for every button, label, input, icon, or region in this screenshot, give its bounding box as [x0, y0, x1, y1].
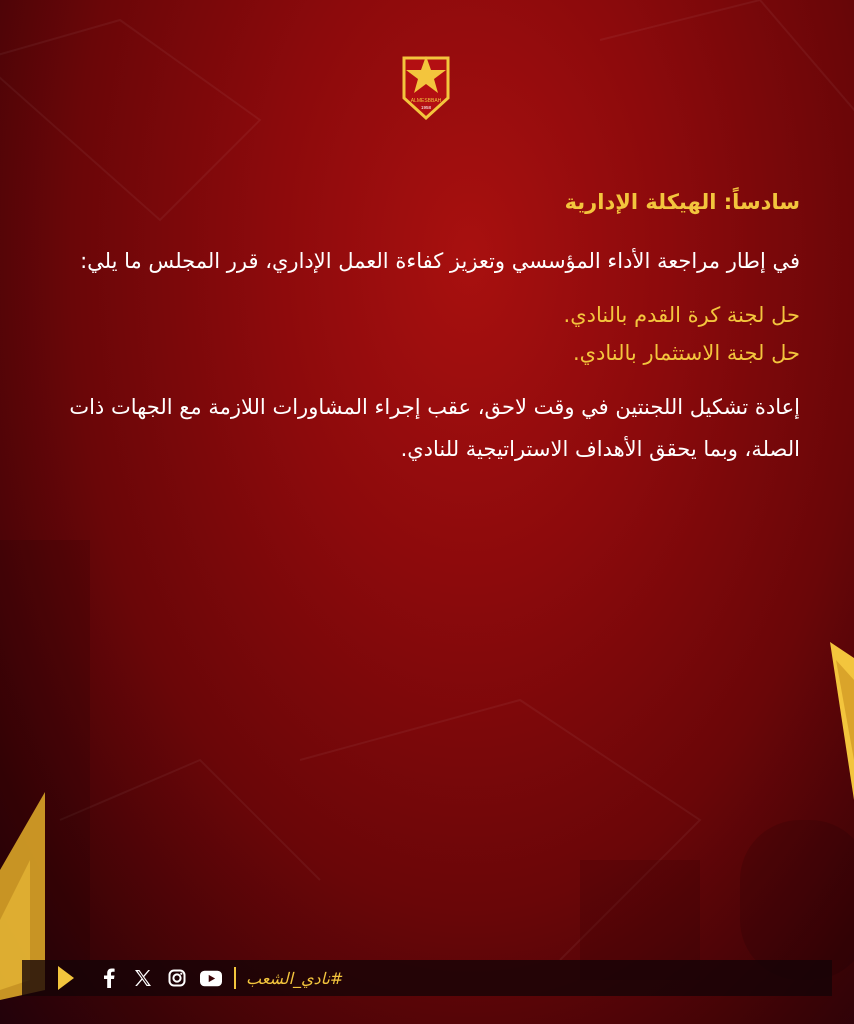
intro-paragraph: في إطار مراجعة الأداء المؤسسي وتعزيز كفاءة العمل الإداري، قرر المجلس ما يلي: [80, 249, 800, 273]
x-icon[interactable] [132, 967, 154, 989]
closing-paragraph: إعادة تشكيل اللجنتين في وقت لاحق، عقب إجراء المشاورات اللازمة مع الجهات ذات الصلة، وبما يحقق الأهداف الاستراتيجية للنادي. [69, 395, 800, 461]
facebook-icon[interactable] [98, 967, 120, 989]
logo-text-2: 1958 [420, 105, 432, 110]
decisions-list [50, 296, 800, 372]
section-heading: سادساً: الهيكلة الإدارية [564, 190, 800, 214]
decision-item: حل لجنة الاستثمار بالنادي. [572, 341, 800, 365]
play-arrow-icon [58, 966, 74, 990]
gold-wedge-right [830, 642, 854, 800]
decision-item: حل لجنة كرة القدم بالنادي. [563, 303, 800, 327]
social-footer [22, 960, 832, 996]
youtube-icon[interactable] [200, 967, 222, 989]
footer-divider [234, 967, 236, 989]
logo-text-1: ALMESBBAH [410, 98, 442, 104]
instagram-icon[interactable] [166, 967, 188, 989]
hashtag-text: #نادي_الشعب [246, 968, 344, 988]
announcement-content [50, 188, 800, 484]
social-icons [98, 967, 222, 989]
club-logo [400, 50, 452, 122]
